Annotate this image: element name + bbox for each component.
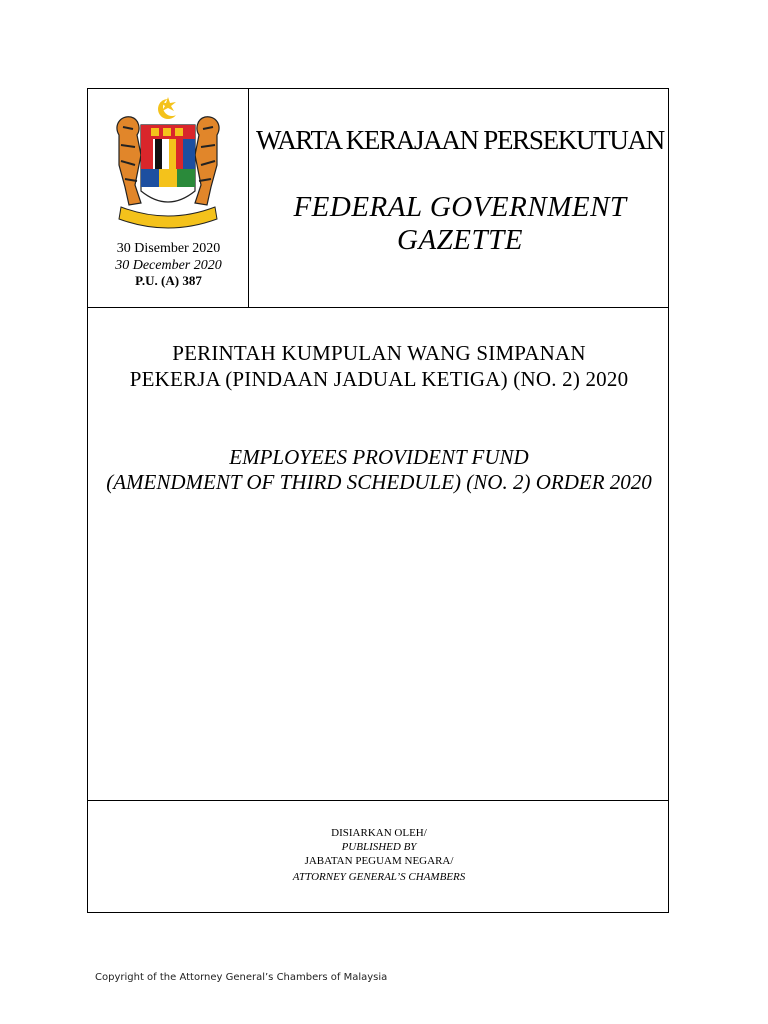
header-left-cell bbox=[88, 89, 249, 307]
gazette-title-ms: WARTA KERAJAAN PERSEKUTUAN bbox=[256, 125, 664, 155]
gazette-title-en-line2: GAZETTE bbox=[397, 224, 523, 256]
publisher-name-en: ATTORNEY GENERAL’S CHAMBERS bbox=[292, 871, 466, 883]
header-divider bbox=[88, 307, 668, 308]
order-title-ms-line1: PERINTAH KUMPULAN WANG SIMPANAN bbox=[172, 341, 586, 365]
gazette-date-en: 30 December 2020 bbox=[115, 258, 222, 273]
publisher-divider bbox=[88, 800, 668, 801]
publisher-name-ms: JABATAN PEGUAM NEGARA/ bbox=[304, 855, 454, 867]
gazette-frame bbox=[87, 88, 669, 913]
order-title-en-line1: EMPLOYEES PROVIDENT FUND bbox=[229, 445, 529, 469]
malaysia-coat-of-arms-icon bbox=[107, 95, 229, 239]
copyright-notice: Copyright of the Attorney General’s Chambers of Malaysia bbox=[95, 972, 388, 983]
order-title-en-line2: (AMENDMENT OF THIRD SCHEDULE) (NO. 2) ORDER 2020 bbox=[106, 470, 652, 494]
gazette-reference: P.U. (A) 387 bbox=[135, 273, 202, 288]
order-title-ms-line2: PEKERJA (PINDAAN JADUAL KETIGA) (NO. 2) 2020 bbox=[129, 367, 629, 391]
gazette-date-ms: 30 Disember 2020 bbox=[116, 241, 221, 256]
publisher-label-en: PUBLISHED BY bbox=[341, 841, 417, 853]
gazette-title-en-line1: FEDERAL GOVERNMENT bbox=[293, 191, 627, 223]
publisher-label-ms: DISIARKAN OLEH/ bbox=[331, 827, 427, 839]
